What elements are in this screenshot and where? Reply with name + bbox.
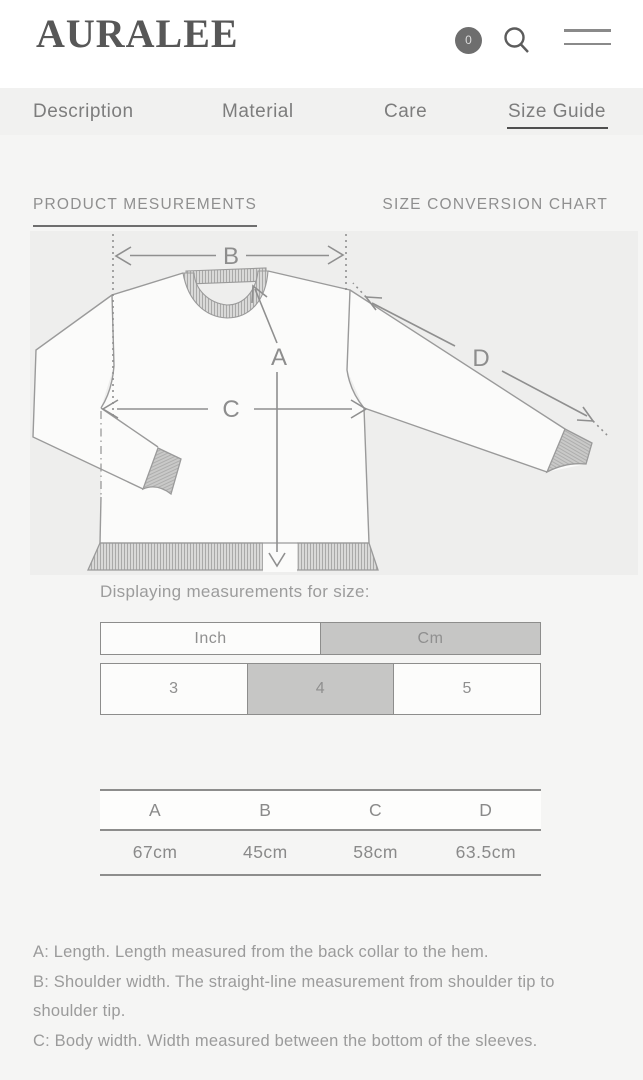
tab-material[interactable]: Material [222, 101, 294, 122]
tab-care[interactable]: Care [384, 101, 428, 122]
hem-rib [88, 543, 378, 570]
brand-logo[interactable]: AURALEE [36, 11, 239, 56]
description-length: A: Length. Length measured from the back collar to the hem. [33, 943, 489, 961]
unit-toggle [100, 622, 541, 655]
size-option-5[interactable]: 5 [393, 664, 540, 714]
value-D: 63.5cm [455, 842, 517, 862]
label-A: A [270, 344, 288, 371]
value-A: 67cm [132, 842, 178, 862]
active-tab-underline [507, 127, 608, 129]
description-body: C: Body width. Width measured between the bottom of the sleeves. [33, 1031, 538, 1050]
label-D: D [472, 345, 490, 372]
size-option-3[interactable]: 3 [169, 680, 179, 697]
subtab-size-conversion-chart[interactable]: SIZE CONVERSION CHART [382, 196, 608, 213]
col-header-A: A [149, 799, 162, 820]
sweater-measurement-diagram [30, 231, 638, 575]
value-B: 45cm [242, 842, 288, 862]
size-option-4[interactable]: 4 [247, 664, 394, 714]
header [0, 0, 643, 88]
description-shoulder: B: Shoulder width. The straight-line measurement from shoulder tip to shoulder tip. [33, 972, 555, 1020]
tab-bar [0, 88, 643, 135]
measurements-table [100, 789, 541, 876]
hem-arrow-gap [263, 541, 297, 572]
measurement-descriptions [33, 938, 593, 1056]
displaying-size-caption: Displaying measurements for size: [100, 582, 370, 601]
tab-size-guide[interactable]: Size Guide [508, 101, 606, 122]
unit-option-inch[interactable]: Inch [194, 629, 227, 647]
tab-description[interactable]: Description [33, 101, 134, 122]
size-toggle [100, 663, 541, 715]
collar-back-rib [186, 268, 266, 284]
col-header-D: D [479, 799, 493, 820]
col-header-B: B [259, 799, 272, 820]
col-header-C: C [369, 799, 383, 820]
value-C: 58cm [353, 842, 399, 862]
label-C: C [222, 396, 240, 423]
label-B: B [222, 243, 240, 270]
unit-option-cm[interactable]: Cm [320, 623, 540, 654]
measurements-table-values [100, 831, 541, 876]
subtab-product-measurements[interactable]: PRODUCT MESUREMENTS [33, 196, 257, 227]
measurements-table-header [100, 789, 541, 831]
cart-count-badge[interactable]: 0 [455, 27, 482, 54]
search-icon[interactable] [501, 25, 533, 57]
menu-icon[interactable] [564, 29, 611, 47]
